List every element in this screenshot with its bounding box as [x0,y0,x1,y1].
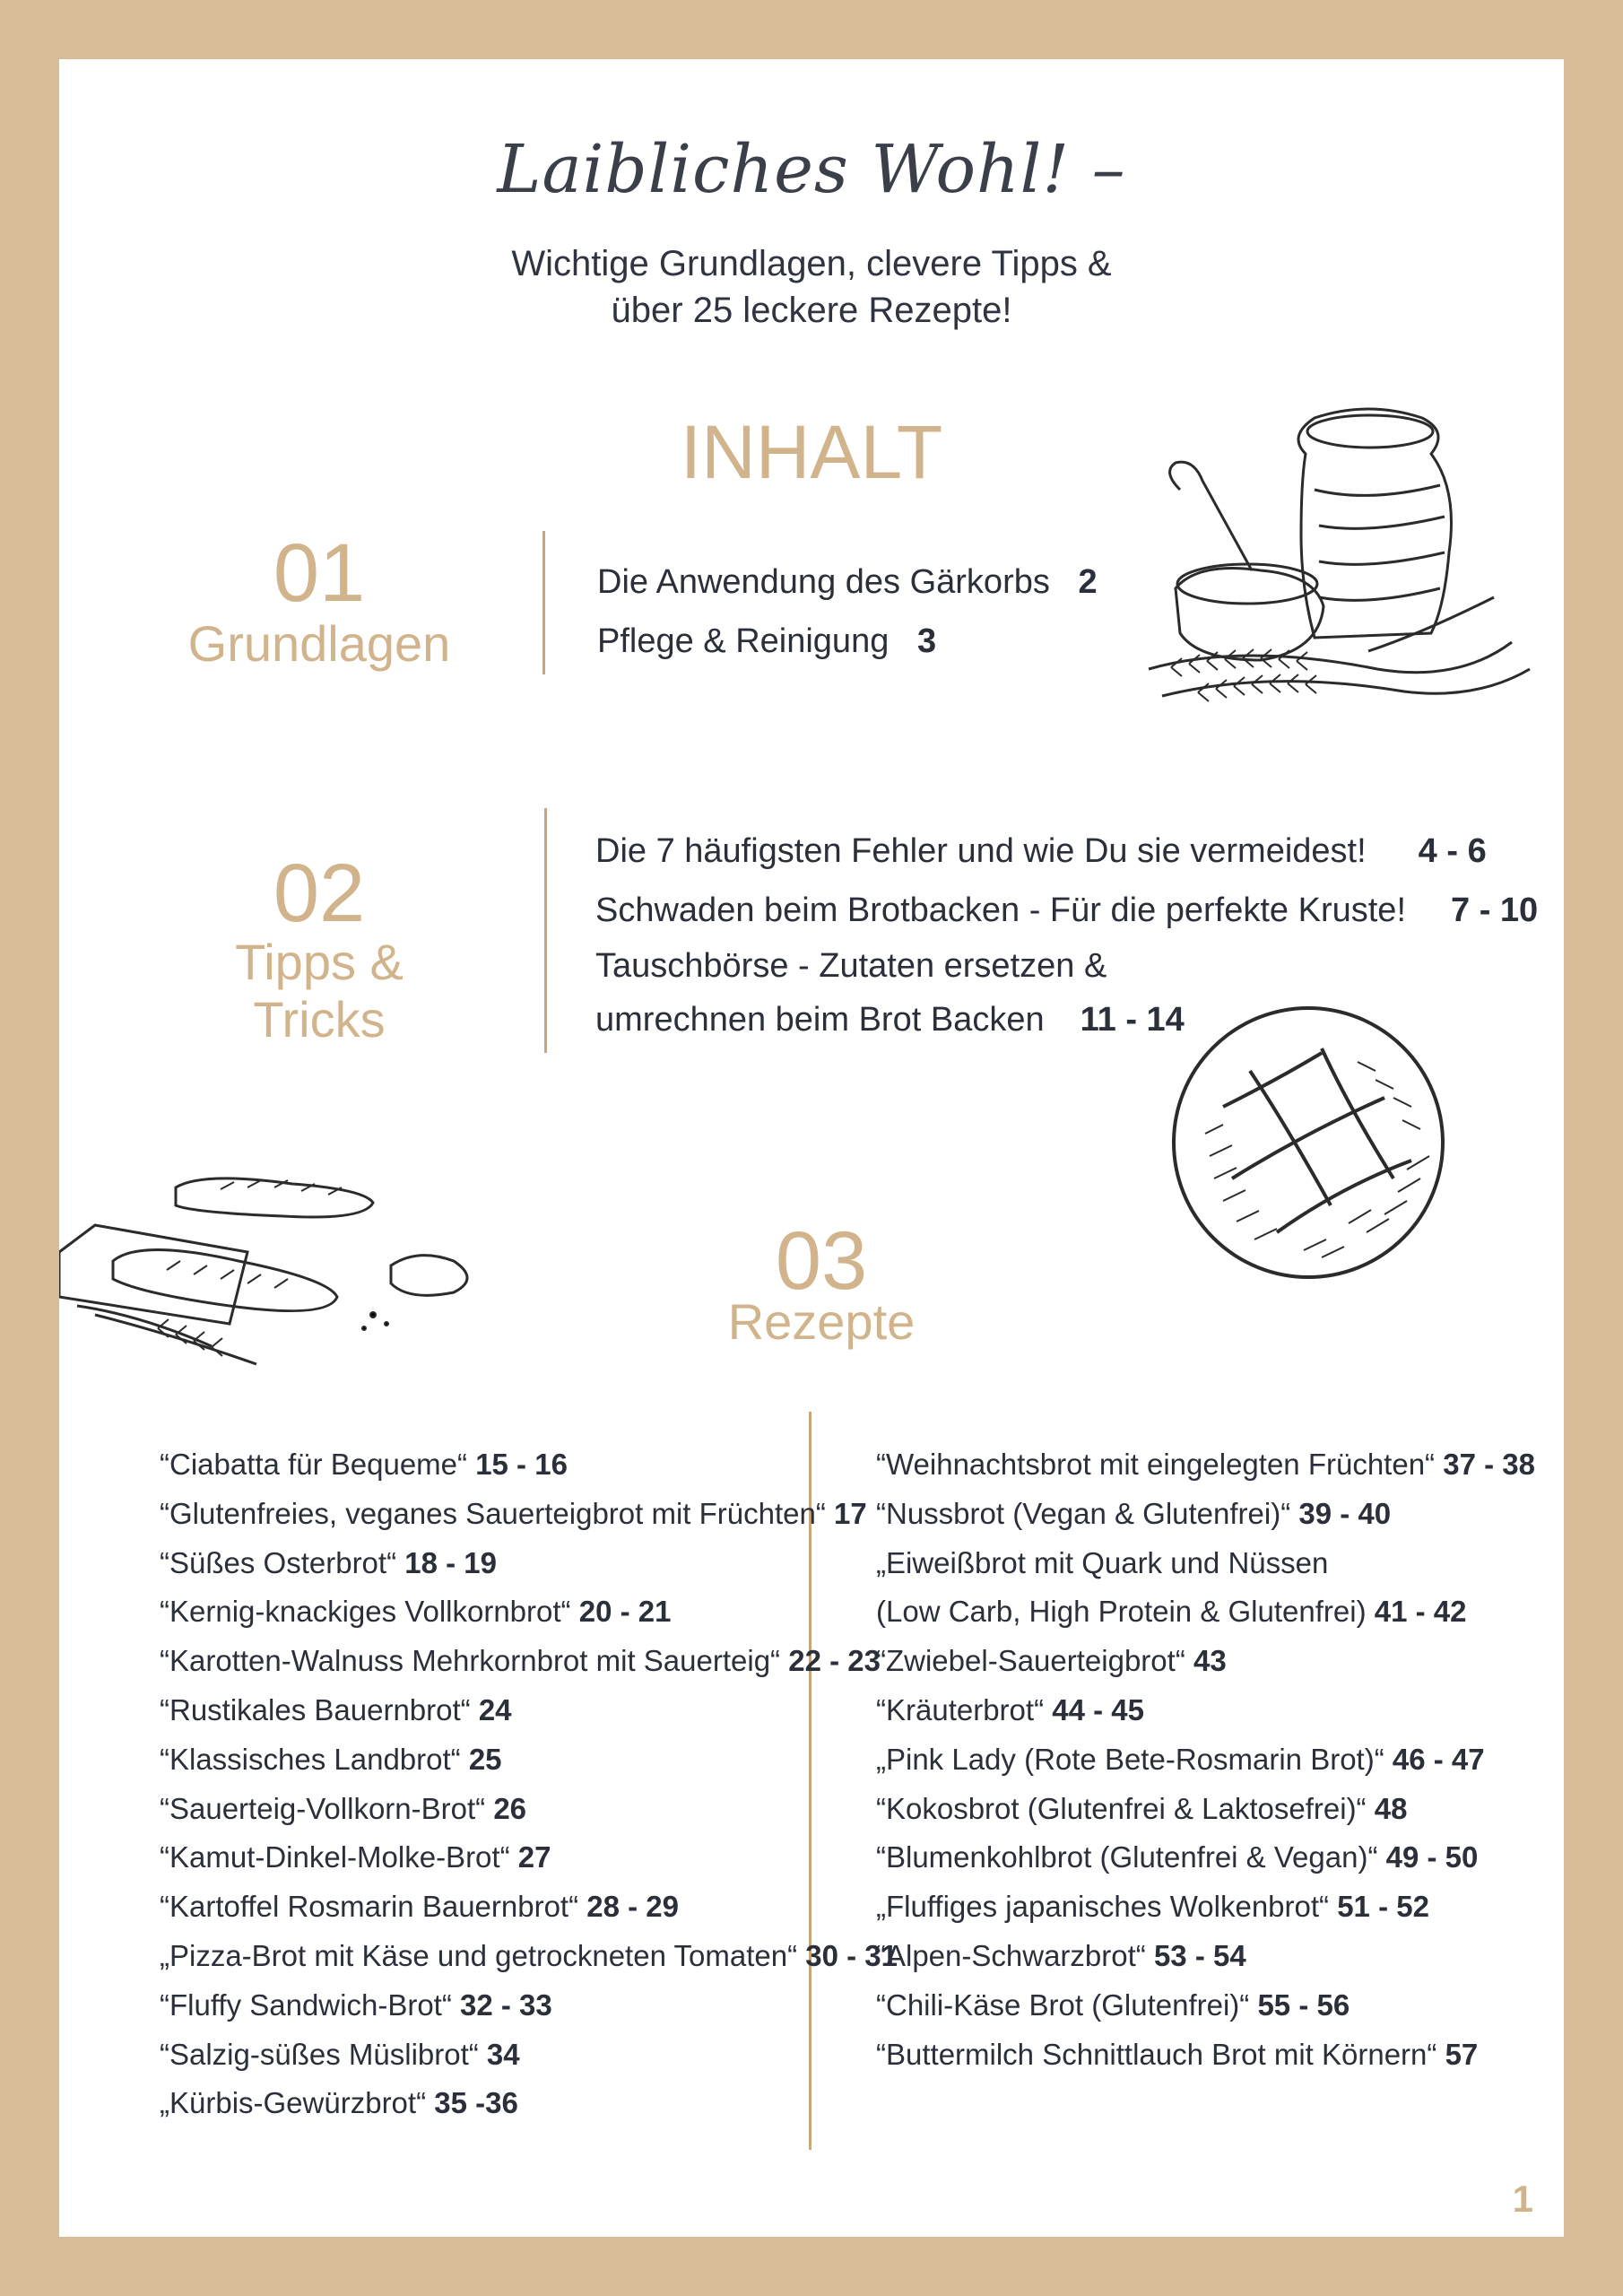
toc-entry-title: Tauschbörse - Zutaten ersetzen & [595,947,1107,985]
recipe-pages: 25 [468,1742,502,1776]
recipe-pages: 48 [1374,1791,1408,1825]
recipe-title: „Fluffiges japanisches Wolkenbrot“ [876,1890,1330,1924]
toc-entry-pages: 7 - 10 [1451,891,1539,929]
section-01-entries [597,555,1098,668]
recipe-entry[interactable] [876,1932,1535,1981]
recipe-title: “Alpen-Schwarzbrot“ [876,1938,1146,1972]
toc-entry[interactable] [597,614,1098,668]
toc-entry-title: Schwaden beim Brotbacken - Für die perfekte Kruste! [595,891,1407,929]
recipe-entry[interactable] [160,1981,898,2031]
recipe-entry[interactable] [876,1833,1535,1883]
recipe-entry[interactable] [160,1932,898,1981]
recipe-entry[interactable] [160,1587,898,1637]
recipe-entry[interactable] [160,1539,898,1588]
recipe-title: “Weihnachtsbrot mit eingelegten Früchten“ [876,1448,1436,1481]
recipe-title: “Kernig-knackiges Vollkornbrot“ [160,1595,571,1629]
section-03-name: Rezepte [727,1293,916,1350]
recipe-title: “Kartoffel Rosmarin Bauernbrot“ [160,1890,579,1924]
recipe-title: „Pink Lady (Rote Bete-Rosmarin Brot)“ [876,1742,1384,1776]
recipe-entry[interactable] [876,1785,1535,1834]
recipe-title: “Kokosbrot (Glutenfrei & Laktosefrei)“ [876,1791,1367,1825]
toc-heading: INHALT [680,410,943,494]
recipe-title: “Karotten-Walnuss Mehrkornbrot mit Sauerteig“ [160,1644,781,1678]
recipe-pages: 49 - 50 [1385,1840,1479,1874]
toc-entry-pages: 4 - 6 [1418,832,1487,870]
recipe-pages: 44 - 45 [1052,1692,1144,1726]
document-subtitle [59,240,1564,334]
recipe-entry[interactable] [160,2031,898,2080]
section-01-number: 01 [273,527,366,619]
recipe-title: “Glutenfreies, veganes Sauerteigbrot mit Früchten“ [160,1496,826,1530]
toc-entry[interactable] [595,881,1538,940]
toc-entry-pages: 3 [917,622,937,660]
recipe-pages: 28 - 29 [586,1890,680,1924]
recipe-pages: 18 - 19 [404,1545,497,1579]
recipe-pages: 39 - 40 [1298,1496,1392,1530]
section-02-number: 02 [273,848,366,939]
recipe-title: “Chili-Käse Brot (Glutenfrei)“ [876,1987,1250,2022]
recipe-entry[interactable] [876,1735,1535,1785]
recipe-entry[interactable] [876,1587,1535,1637]
recipe-title: (Low Carb, High Protein & Glutenfrei) [876,1595,1367,1629]
recipe-entry[interactable] [876,1883,1535,1932]
recipe-entry[interactable] [876,1440,1535,1490]
recipe-pages: 15 - 16 [475,1448,568,1481]
recipe-title: „Pizza-Brot mit Käse und getrockneten Tomaten“ [160,1938,798,1972]
recipe-pages: 27 [517,1840,551,1874]
recipe-title: “Fluffy Sandwich-Brot“ [160,1987,452,2022]
section-01-divider [542,531,545,674]
toc-entry-title: Pflege & Reinigung [597,622,890,660]
section-02-divider [544,808,547,1053]
recipe-title: „Kürbis-Gewürzbrot“ [160,2086,427,2120]
recipe-title: “Kamut-Dinkel-Molke-Brot“ [160,1840,510,1874]
recipe-title: “Nussbrot (Vegan & Glutenfrei)“ [876,1496,1291,1530]
recipe-pages: 55 - 56 [1257,1987,1350,2022]
recipe-entry[interactable] [876,1490,1535,1539]
recipe-pages: 37 - 38 [1443,1448,1535,1481]
recipe-pages: 32 - 33 [460,1987,552,2022]
document-title: Laibliches Wohl! – [497,131,1126,208]
recipe-pages: 30 - 31 [805,1938,898,1972]
recipe-pages: 43 [1193,1644,1227,1678]
toc-entry-title: umrechnen beim Brot Backen [595,1001,1045,1039]
recipe-pages: 26 [493,1791,527,1825]
section-02-name: Tipps & Tricks [235,934,404,1048]
toc-entry-pages: 11 - 14 [1080,1001,1185,1039]
recipes-right-list [876,1440,1535,2079]
recipe-pages: 22 - 23 [788,1644,881,1678]
recipe-pages: 53 - 54 [1153,1938,1246,1972]
recipe-pages: 34 [486,2037,520,2071]
recipe-pages: 41 - 42 [1374,1595,1467,1629]
recipe-title: “Zwiebel-Sauerteigbrot“ [876,1644,1185,1678]
recipe-title: “Blumenkohlbrot (Glutenfrei & Vegan)“ [876,1840,1378,1874]
recipe-entry[interactable] [160,1637,898,1686]
recipe-title: “Salzig-süßes Müslibrot“ [160,2037,479,2071]
toc-entry[interactable] [597,555,1098,609]
section-03-number: 03 [775,1215,868,1307]
recipe-entry[interactable] [160,1440,898,1490]
recipe-pages: 17 [834,1496,867,1530]
document-page [59,59,1564,2237]
recipe-pages: 51 - 52 [1337,1890,1429,1924]
page-number: 1 [1512,2178,1533,2220]
recipe-pages: 46 - 47 [1392,1742,1485,1776]
recipe-title: „Eiweißbrot mit Quark und Nüssen [876,1545,1329,1579]
recipe-entry[interactable] [160,2079,898,2128]
baguettes-icon [59,1153,490,1369]
recipe-title: “Buttermilch Schnittlauch Brot mit Körnern“ [876,2037,1437,2071]
toc-entry[interactable] [595,822,1538,881]
recipe-entry[interactable] [876,1981,1535,2031]
toc-entry-title: Die Anwendung des Gärkorbs [597,563,1050,601]
recipe-title: “Süßes Osterbrot“ [160,1545,397,1579]
recipe-entry[interactable] [160,1735,898,1785]
recipe-entry[interactable] [160,1785,898,1834]
recipe-entry[interactable] [160,1833,898,1883]
subtitle-line-2: über 25 leckere Rezepte! [611,291,1012,330]
recipe-title: “Rustikales Bauernbrot“ [160,1692,471,1726]
recipe-title: “Sauerteig-Vollkorn-Brot“ [160,1791,486,1825]
recipe-pages: 20 - 21 [578,1595,672,1629]
recipe-pages: 24 [478,1692,512,1726]
round-bread-icon [1169,999,1447,1286]
subtitle-line-1: Wichtige Grundlagen, clevere Tipps & [511,244,1112,283]
recipe-entry[interactable] [876,1686,1535,1735]
recipe-entry[interactable] [160,1490,898,1539]
recipe-entry[interactable] [160,1883,898,1932]
toc-entry-title: Die 7 häufigsten Fehler und wie Du sie vermeidest! [595,832,1367,870]
recipes-left-list [160,1440,898,2128]
recipe-entry[interactable] [160,1686,898,1735]
recipe-pages: 57 [1445,2037,1479,2071]
flour-sack-icon [1135,382,1548,741]
recipe-title: “Klassisches Landbrot“ [160,1742,461,1776]
recipe-entry[interactable] [876,2031,1535,2080]
toc-entry[interactable] [595,940,1538,992]
recipe-title: “Ciabatta für Bequeme“ [160,1448,468,1481]
section-01-name: Grundlagen [187,615,451,672]
recipe-pages: 35 -36 [434,2086,518,2120]
recipe-title: “Kräuterbrot“ [876,1692,1045,1726]
recipe-entry[interactable] [876,1539,1535,1588]
recipe-entry[interactable] [876,1637,1535,1686]
toc-entry-pages: 2 [1078,563,1098,601]
